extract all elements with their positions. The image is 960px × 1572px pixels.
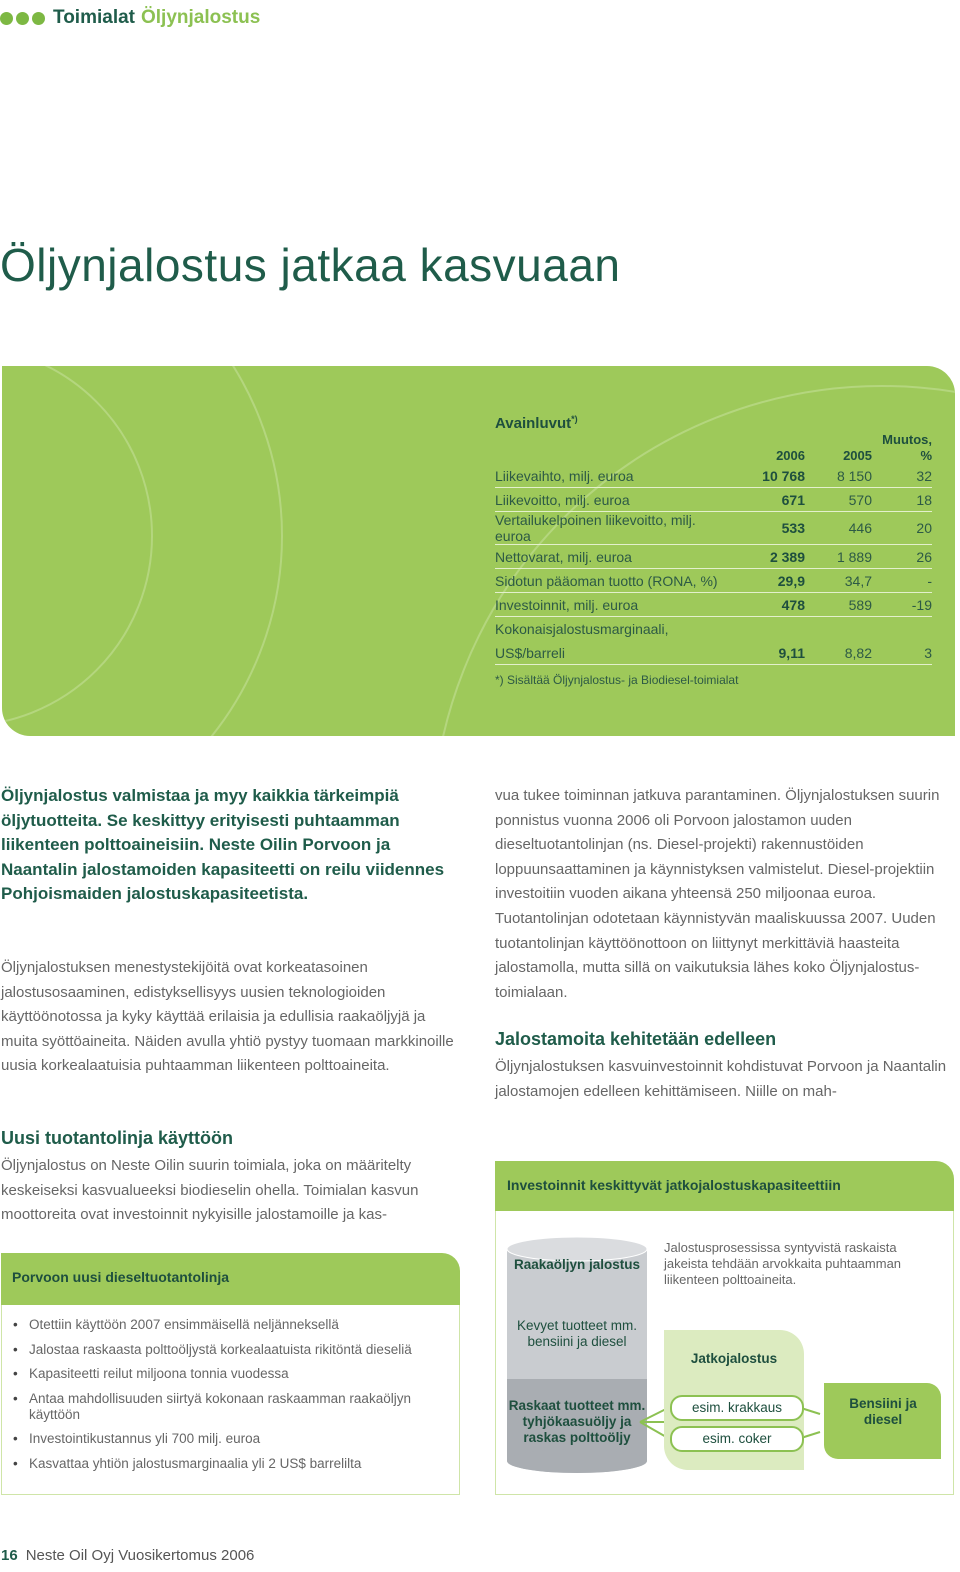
list-item: • Antaa mahdollisuuden siirtyä kokonaan raskaamman raakaöljyn käyttöön	[29, 1391, 459, 1423]
left-paragraph: Öljynjalostuksen menestystekijöitä ovat korkeatasoinen jalostusosaaminen, edistyksellisyys uusien teknologioiden käyttöönotossa ja kyky käyttää erilaisia ja edullisia raakaöljyjä ja muita syöttöaineita. Näiden avulla yhtiö pystyy tuomaan markkinoille uusia korkealaatuisia puhtaamman liikenteen polttoaineita.	[1, 959, 454, 1075]
diesel-box-header: Porvoon uusi dieseltuotantolinja	[1, 1253, 460, 1305]
header-subsection: Öljynjalostus	[141, 7, 261, 28]
table-row: Liikevoitto, milj. euroa 671 570 18	[495, 488, 932, 512]
example-coker: esim. coker	[670, 1426, 804, 1452]
table-row: Liikevaihto, milj. euroa 10 768 8 150 32	[495, 464, 932, 488]
result-label: Bensiini ja diesel	[849, 1396, 917, 1427]
table-row: Vertailukelpoinen liikevoitto, milj. euroa 533 446 20	[495, 512, 932, 544]
footer-text: Neste Oil Oyj Vuosikertomus 2006	[25, 1547, 255, 1564]
list-item: • Kasvattaa yhtiön jalostusmarginaalia yli 2 US$ barrelilta	[29, 1456, 459, 1472]
page-header	[0, 6, 260, 30]
key-figures-table	[495, 430, 932, 665]
key-figures-title: Avainluvut*)	[495, 414, 578, 432]
table-row: US$/barreli 9,11 8,82 3	[495, 641, 932, 665]
key-figures-box	[2, 366, 955, 736]
table-row: Investoinnit, milj. euroa 478 589 -19	[495, 593, 932, 617]
table-row: Kokonaisjalostusmarginaali,	[495, 621, 669, 637]
section1-heading: Uusi tuotantolinja käyttöön	[1, 1128, 233, 1148]
list-item: • Jalostaa raskaasta polttoöljystä korkealaatuista rikitöntä dieseliä	[29, 1342, 459, 1358]
table-row: Nettovarat, milj. euroa 2 389 1 889 26	[495, 545, 932, 569]
key-figures-note: *) Sisältää Öljynjalostus- ja Biodiesel-toimialat	[495, 673, 739, 687]
cylinder-top-label: Raakaöljyn jalostus	[513, 1257, 641, 1272]
header-section: Toimialat	[53, 7, 135, 28]
diesel-box	[1, 1305, 460, 1495]
lead-paragraph: Öljynjalostus valmistaa ja myy kaikkia tärkeimpiä öljytuotteita. Se keskittyy erityisesti puhtaamman liikenteen polttoaineisiin. Neste Oilin Porvoon ja Naantalin jalostamoiden kapasiteetti on reilu viidennes Pohjoismaiden jalostuskapasiteetista.	[1, 786, 445, 903]
right-paragraph: vua tukee toiminnan jatkuva parantaminen. Öljynjalostuksen suurin ponnistus vuonna 2006 oli Porvoon jalostamon uuden dieseltuotantolinjan (ns. Diesel-projekti) rakennustöiden loppuunsaattaminen ja käynnistyksen valmistelut. Diesel-projektiin investoitiin vuoden aikana yhteensä 250 miljoonaa euroa. Tuotantolinjan odotetaan käynnistyvän maaliskuussa 2007. Uuden tuotantolinjan käyttöönottoon on liittynyt merkittäviä haasteita jalostamolla, mutta sillä on vaikutuksia lähes koko Öljynjalostus-toimialaan.	[495, 787, 940, 1001]
diagram-description: Jalostusprosessissa syntyvistä raskaista jakeista tehdään arvokkaita puhtaamman liikenteen polttoaineita.	[664, 1240, 902, 1287]
section2-heading: Jalostamoita kehitetään edelleen	[495, 1029, 777, 1049]
result-box	[824, 1383, 941, 1459]
list-item: • Otettiin käyttöön 2007 ensimmäisellä neljänneksellä	[29, 1317, 459, 1333]
section2-text: Öljynjalostuksen kasvuinvestoinnit kohdistuvat Porvoon ja Naantalin jalostamojen edelleen kehittämiseen. Niille on mah-	[495, 1058, 947, 1100]
section1-text: Öljynjalostus on Neste Oilin suurin toimiala, joka on määritelty keskeiseksi kasvualueeksi biodieselin ohella. Toimialan kasvun moottoreita ovat investoinnit nykyisille jalostamoille ja kas-	[1, 1157, 419, 1224]
light-products-label: Kevyet tuotteet mm. bensiini ja diesel	[516, 1318, 638, 1349]
page-number: 16	[1, 1547, 18, 1564]
table-header-row: 2006 2005 Muutos, %	[776, 432, 932, 463]
investment-box-header: Investoinnit keskittyvät jatkojalostuskapasiteettiin	[495, 1161, 954, 1211]
further-processing-label: Jatkojalostus	[690, 1351, 778, 1366]
example-cracking: esim. krakkaus	[670, 1395, 804, 1421]
list-item: • Kapasiteetti reilut miljoona tonnia vuodessa	[29, 1366, 459, 1382]
page-footer	[1, 1547, 254, 1564]
page-title: Öljynjalostus jatkaa kasvuaan	[0, 239, 621, 291]
table-row: Sidotun pääoman tuotto (RONA, %) 29,9 34,7 -	[495, 569, 932, 593]
header-dots-icon	[0, 12, 45, 25]
heavy-products-label: Raskaat tuotteet mm. tyhjökaasuöljy ja raskas polttoöljy	[508, 1398, 646, 1445]
list-item: • Investointikustannus yli 700 milj. euroa	[29, 1431, 459, 1447]
diesel-list	[2, 1305, 459, 1472]
